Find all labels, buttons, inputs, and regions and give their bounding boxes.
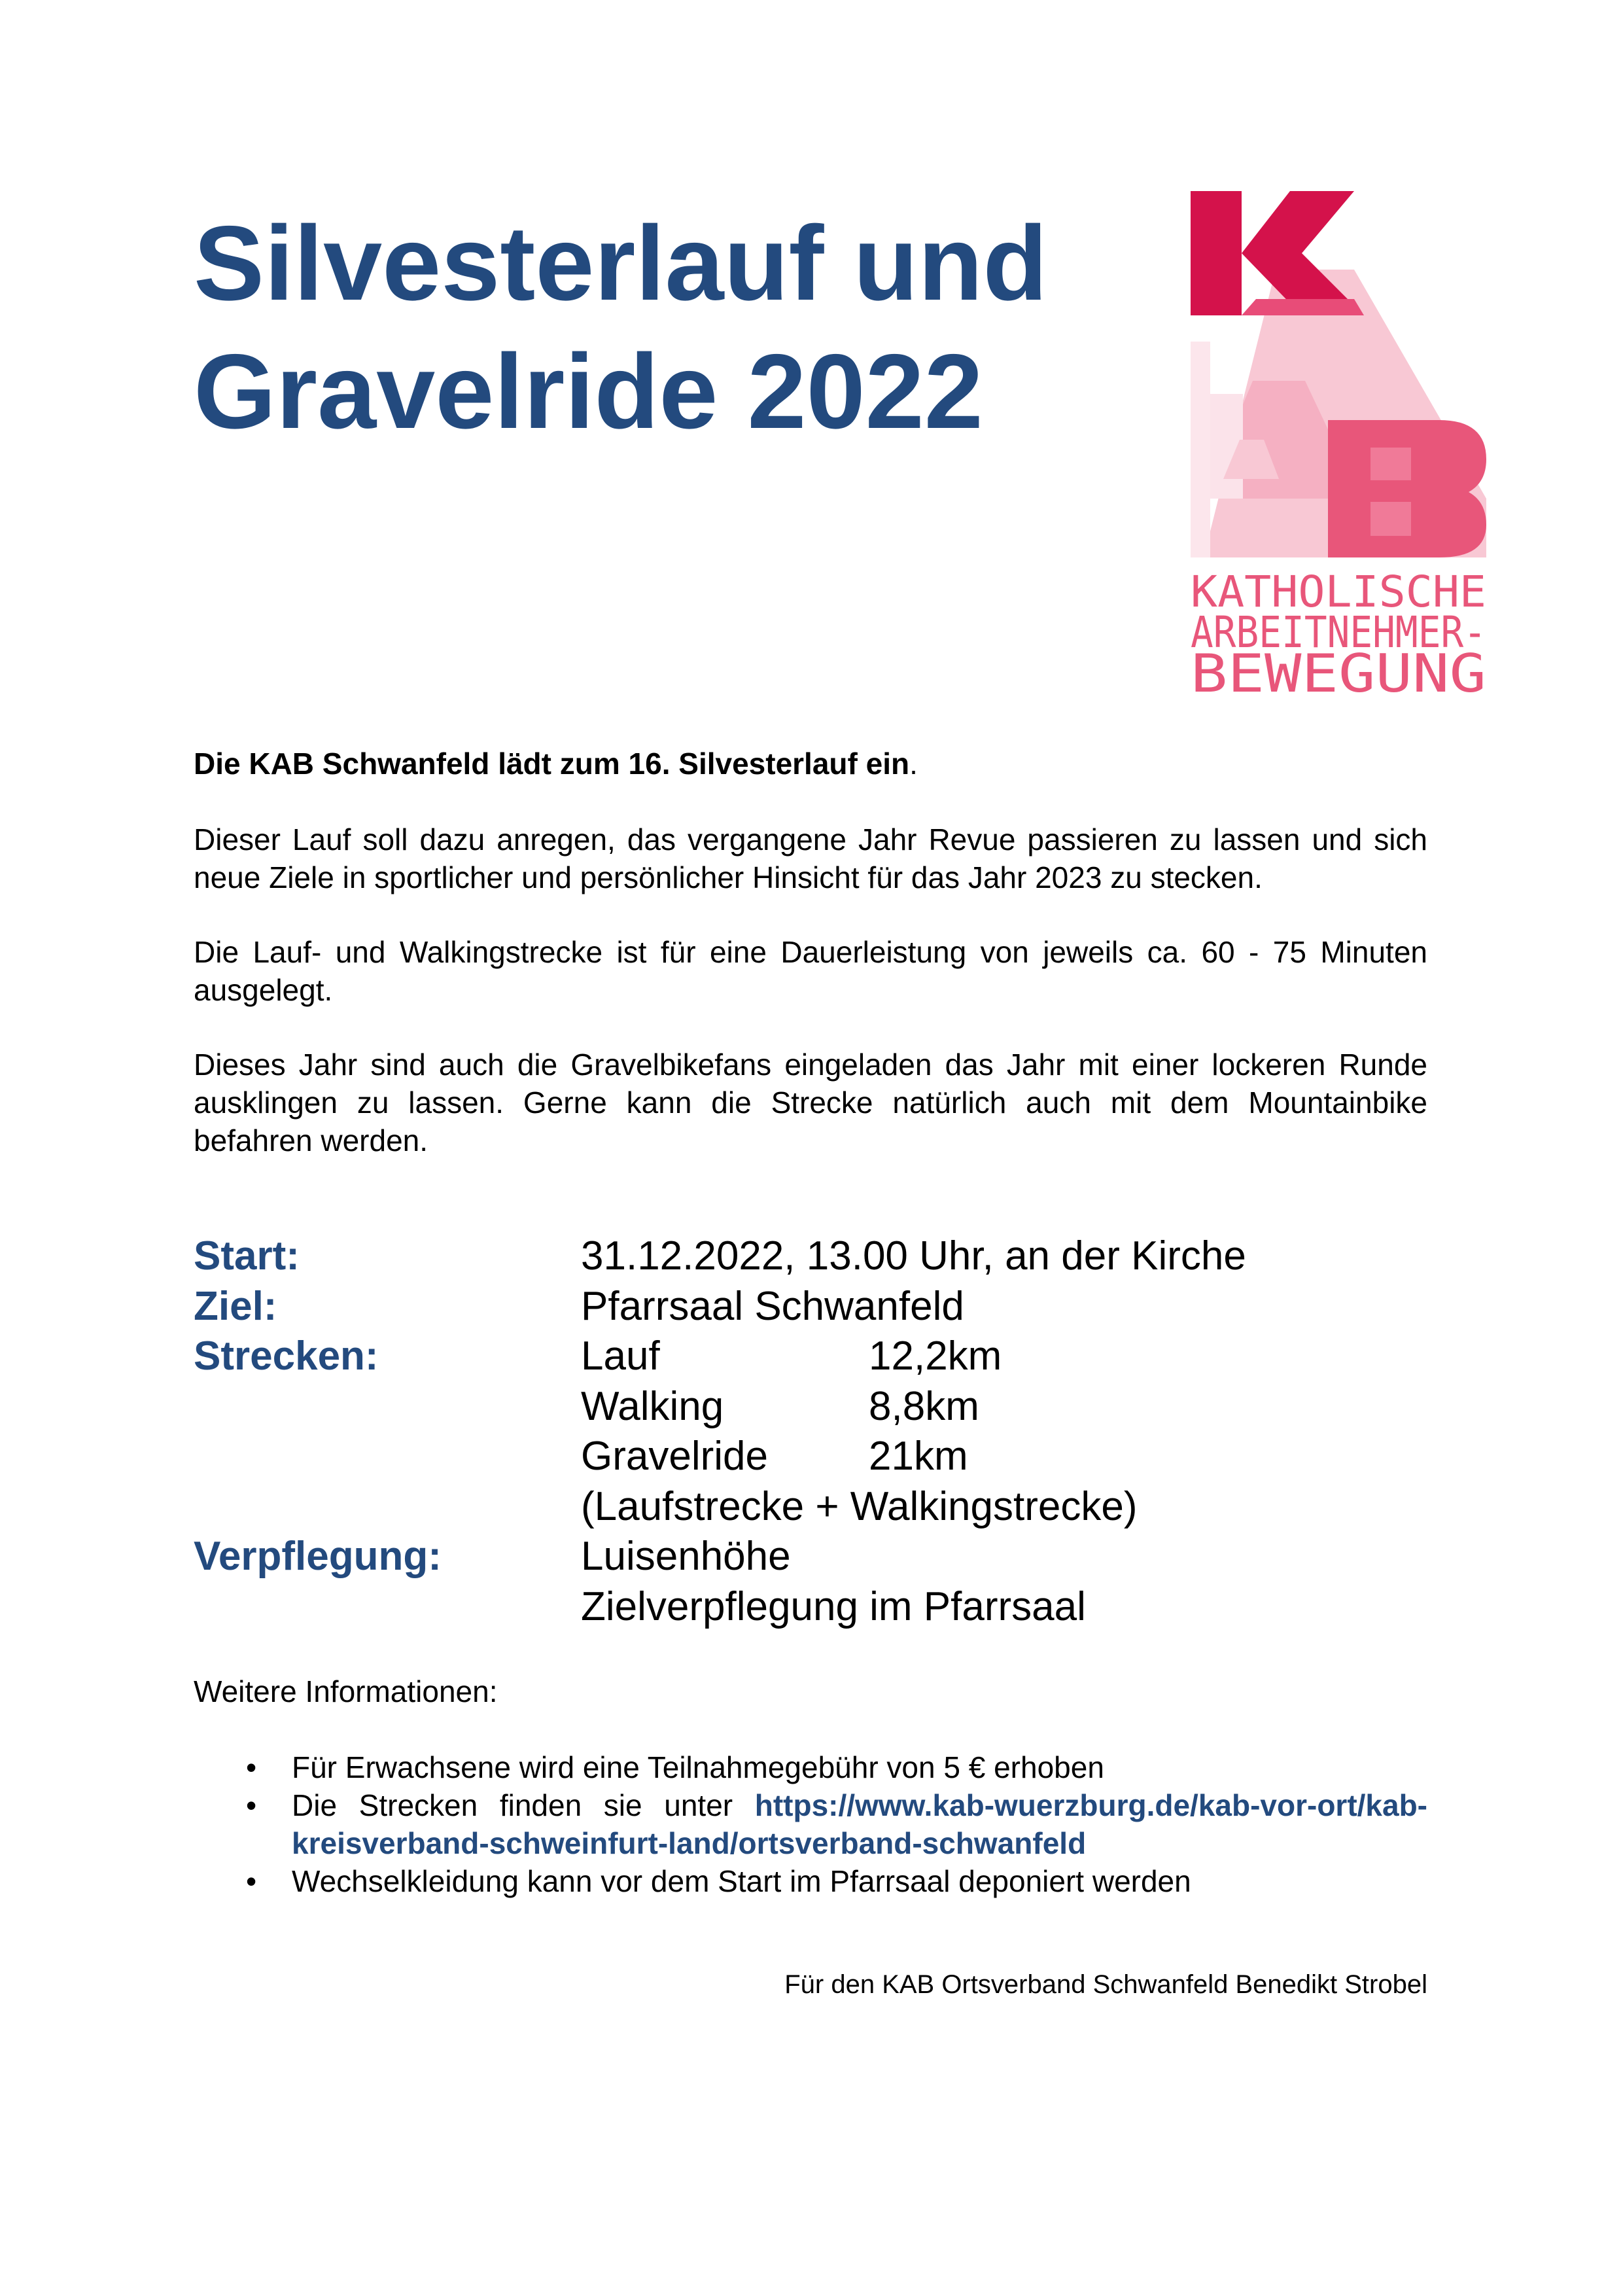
strecken-label: Strecken: (194, 1333, 379, 1379)
info-heading: Weitere Informationen: (194, 1674, 498, 1708)
list-item-text: Für Erwachsene wird eine Teilnahmegebühr von 5 € erhoben (292, 1750, 1104, 1784)
list-item-text: Die Strecken finden sie unter (292, 1788, 755, 1822)
start-label: Start: (194, 1233, 300, 1279)
bullet-icon: • (246, 1864, 257, 1898)
list-item (194, 1748, 1427, 1786)
route-note: (Laufstrecke + Walkingstrecke) (581, 1483, 1138, 1529)
title-line-2: Gravelride 2022 (194, 332, 983, 451)
logo-text-line-1: KATHOLISCHE (1191, 567, 1486, 617)
route-distance: 21km (869, 1434, 968, 1479)
paragraph-1: Dieser Lauf soll dazu anregen, das vergangene Jahr Revue passieren zu lassen und sich neue Ziele in sportlicher und persönlicher Hinsicht für das Jahr 2023 zu stecken. (194, 822, 1427, 894)
route-distance: 12,2km (869, 1333, 1002, 1379)
list-item-text: Wechselkleidung kann vor dem Start im Pfarrsaal deponiert werden (292, 1864, 1191, 1898)
bullet-icon: • (246, 1788, 257, 1822)
route-name: Gravelride (581, 1434, 768, 1479)
list-item (194, 1862, 1427, 1900)
ziel-label: Ziel: (194, 1283, 277, 1329)
kab-logo (1191, 191, 1486, 704)
fact-row-verpflegung (194, 1532, 1427, 1582)
logo-text-line-2: ARBEITNEHMER- (1191, 607, 1486, 658)
title-line-1: Silvesterlauf und (194, 204, 1048, 323)
document-title (194, 200, 1142, 456)
signature: Für den KAB Ortsverband Schwanfeld Benedikt Strobel (784, 1970, 1427, 1999)
fact-row-start (194, 1231, 1427, 1282)
verpflegung-value: Luisenhöhe (581, 1534, 791, 1579)
fact-row-verpflegung-2 (194, 1582, 1427, 1633)
event-facts (194, 1231, 1427, 1632)
route-link[interactable]: https://www.kab-wuerzburg.de/kab-vor-ort/kab-kreisverband-schweinfurt-land/ortsverband-schwanfeld (292, 1788, 1427, 1860)
fact-row-route (194, 1382, 1427, 1432)
intro-line (194, 745, 1427, 783)
fact-row-route-note (194, 1482, 1427, 1532)
list-item (194, 1786, 1427, 1862)
intro-bold: Die KAB Schwanfeld lädt zum 16. Silvesterlauf ein (194, 747, 910, 781)
bullet-icon: • (246, 1750, 257, 1784)
route-name: Lauf (581, 1333, 660, 1379)
verpflegung-label: Verpflegung: (194, 1534, 442, 1579)
fact-row-strecken (194, 1332, 1427, 1382)
start-value: 31.12.2022, 13.00 Uhr, an der Kirche (581, 1233, 1246, 1279)
verpflegung-value: Zielverpflegung im Pfarrsaal (581, 1583, 1086, 1629)
route-distance: 8,8km (869, 1383, 979, 1429)
paragraph-3: Dieses Jahr sind auch die Gravelbikefans eingeladen das Jahr mit einer lockeren Runde ausklingen zu lassen. Gerne kann die Strecke natürlich auch mit dem Mountainbike befahren werden. (194, 1048, 1427, 1157)
fact-row-route (194, 1432, 1427, 1482)
fact-row-ziel (194, 1282, 1427, 1332)
ziel-value: Pfarrsaal Schwanfeld (581, 1283, 964, 1329)
paragraph-2: Die Lauf- und Walkingstrecke ist für eine Dauerleistung von jeweils ca. 60 - 75 Minuten ausgelegt. (194, 935, 1427, 1007)
info-list (194, 1748, 1427, 1900)
route-name: Walking (581, 1383, 724, 1429)
intro-period: . (909, 747, 918, 781)
logo-text-line-3: BEWEGUNG (1191, 643, 1486, 704)
